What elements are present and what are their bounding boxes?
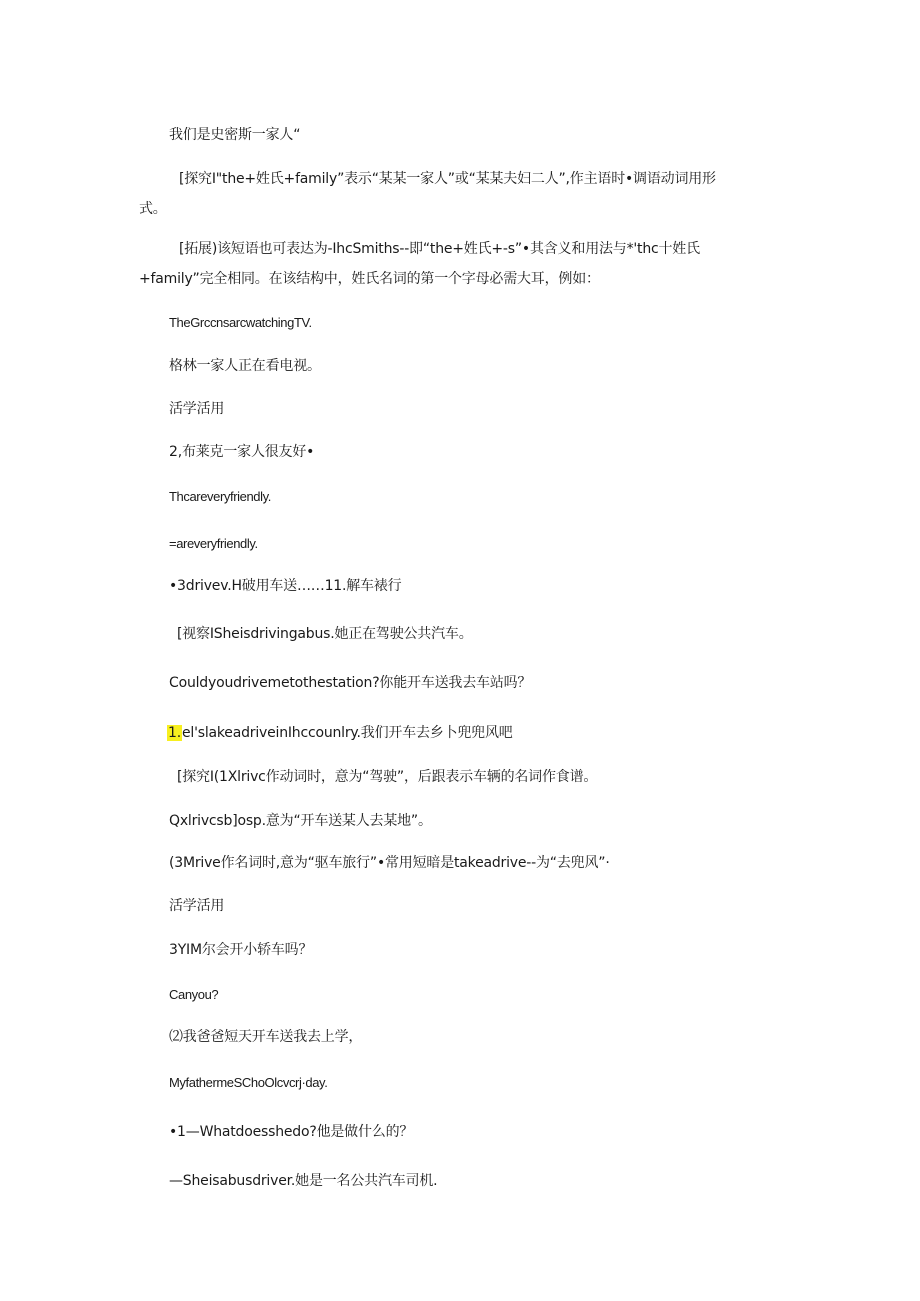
text-line-drive-noun: (3Mrive作名词时,意为“驱车旅行”•常用短暗是takeadrive--为“去兜风”· — [169, 855, 610, 871]
text-line-could-you-drive: Couldyoudrivemetothestation?你能开车送我去车站吗？ — [169, 675, 532, 691]
text-line-observe: [视察ISheisdrivingabus.她正在驾驶公共汽车。 — [177, 626, 473, 642]
text-line-exercise-2: 2,布莱克一家人很友好• — [169, 444, 315, 460]
text-line-extension-cont: +family”完全相同。在该结构中，姓氏名词的第一个字母必需大耳，例如： — [139, 271, 600, 287]
text-line-lets-take-drive-text: el'slakeadriveinIhccounlry.我们开车去乡卜兜兜风吧 — [181, 725, 513, 741]
text-line-lets-take-drive — [167, 723, 513, 743]
text-line-can-you: Canyou? — [169, 987, 219, 1002]
text-line-example-greens: TheGrccnsarcwatchingTV. — [169, 315, 312, 330]
text-line-example-translation: 格林一家人正在看电视。 — [169, 358, 321, 374]
text-line-smith-family: 我们是史密斯一家人“ — [169, 127, 301, 143]
text-line-answer-1: Thcareveryfriendly. — [169, 489, 271, 504]
text-line-explore-family: [探究I"the+姓氏+family”表示“某某一家人”或“某某夫妇二人”,作主语时•调语动词用形 — [179, 171, 716, 187]
text-line-exercise-3: 3YIM尔会开小轿车吗？ — [169, 942, 313, 958]
text-line-what-does-she-do: •1—Whatdoesshedo?他是做什么的？ — [169, 1124, 414, 1140]
text-line-drive-sb: Qxlrivcsb]osp.意为“开车送某人去某地”。 — [169, 813, 432, 829]
text-line-explore-family-cont: 式。 — [139, 201, 167, 217]
highlight-marker: 1. — [168, 725, 181, 741]
text-line-exercise-father: ⑵我爸爸短天开车送我去上学， — [169, 1029, 363, 1045]
text-line-drive-entry: •3drivev.H破用车送……11.解车裱行 — [169, 578, 402, 594]
section-heading-practice-1: 活学活用 — [169, 401, 225, 417]
section-heading-practice-2: 活学活用 — [169, 898, 225, 914]
text-line-bus-driver: —Sheisabusdriver.她是一名公共汽车司机. — [169, 1173, 438, 1189]
text-line-extension: [拓展)该短语也可表达为-IhcSmiths--即“the+姓氏+-s”•其含义和用法与*'thc十姓氏 — [179, 241, 700, 257]
text-line-my-father: MyfathermeSChoOlcvcrj·day. — [169, 1075, 328, 1090]
text-line-explore-drive-verb: [探究I(1Xlrivc作动词时，意为“驾驶”，后跟表示车辆的名词作食谱。 — [177, 769, 598, 785]
text-line-answer-2: =areveryfriendly. — [169, 536, 258, 551]
